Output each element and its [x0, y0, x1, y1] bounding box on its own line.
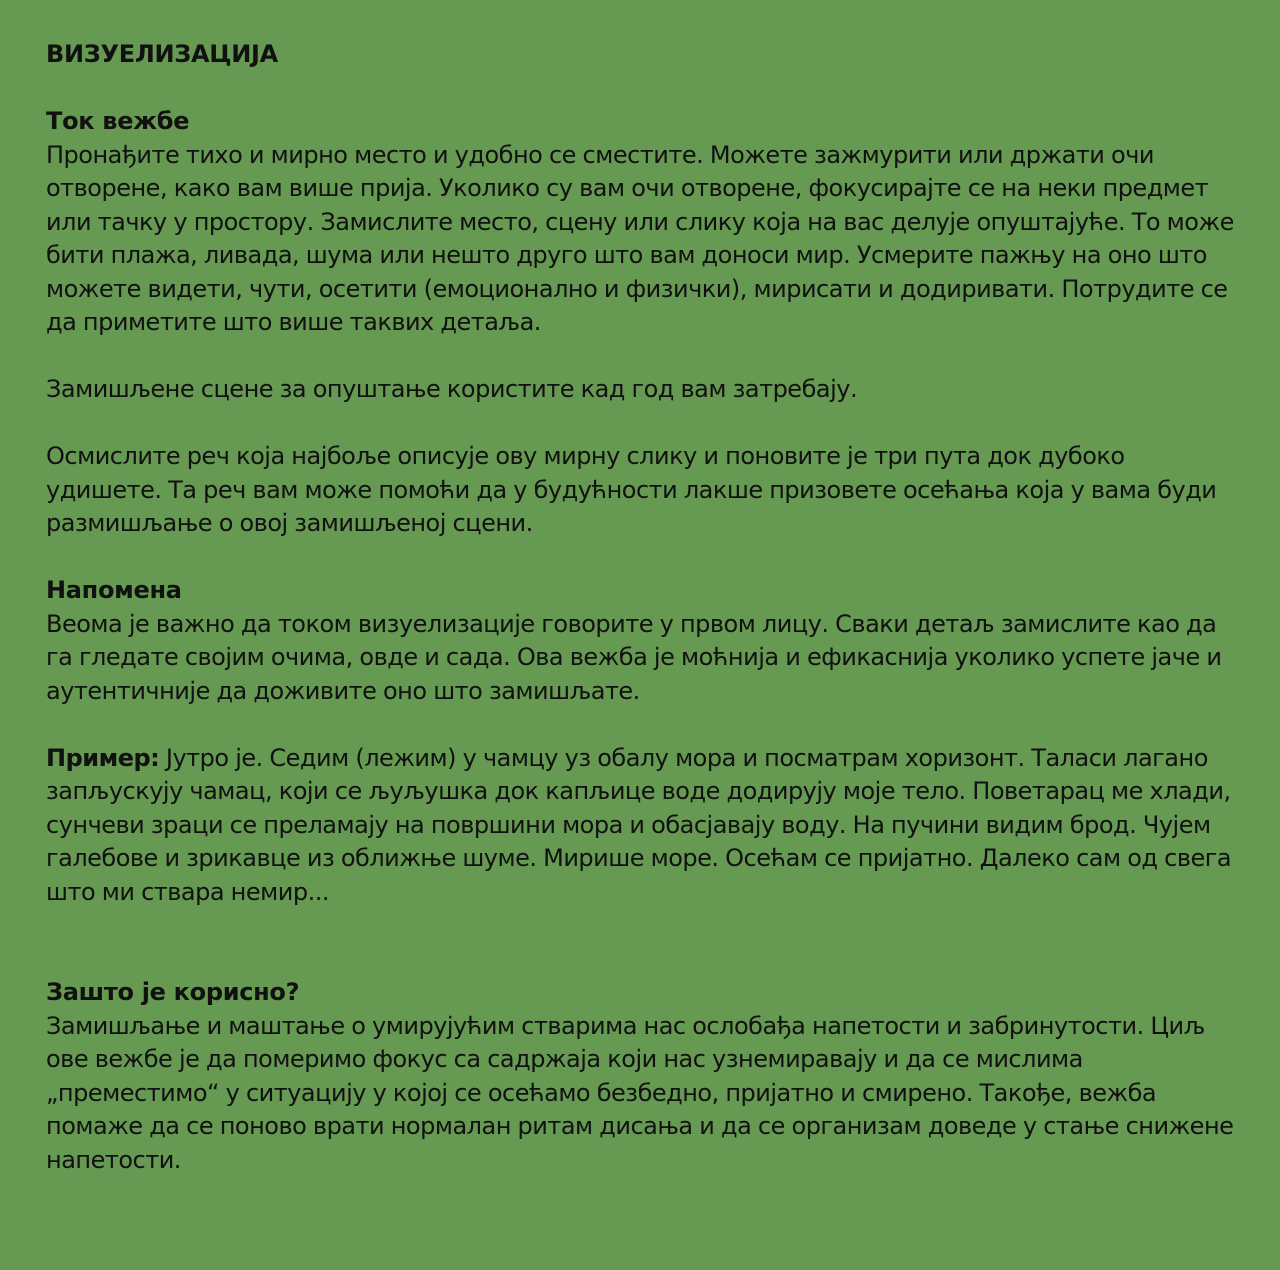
spacer	[46, 340, 1240, 374]
spacer	[46, 541, 1240, 575]
spacer	[46, 708, 1240, 742]
paragraph-primer	[46, 742, 1240, 910]
paragraph-osmislite-rec: Осмислите реч која најбоље описује ову мирну слику и поновите је три пута док дубоко удишете. Та реч вам може помоћи да у будућности лакше призовете осећања која у вама буди размишљање о овој замишљеној сцени.	[46, 442, 1217, 537]
spacer	[46, 72, 1240, 106]
primer-label: Пример:	[46, 743, 160, 772]
paragraph-napomena: Веома је важно да током визуелизације говорите у првом лицу. Сваки детаљ замислите као да га гледате својим очима, овде и сада. Ова вежба је моћнија и ефикаснија уколико успете јаче и аутентичније да доживите оно што замишљате.	[46, 609, 1222, 705]
section-heading-zasto-je-korisno: Зашто је корисно?	[46, 978, 300, 1006]
document-title: ВИЗУЕЛИЗАЦИЈА	[46, 40, 278, 68]
paragraph-zamisljene-scene: Замишљене сцене за опуштање користите кад год вам затребају.	[46, 375, 858, 403]
section-heading-napomena: Напомена	[46, 576, 182, 604]
spacer	[46, 407, 1240, 441]
paragraph-tok-vezbe: Пронађите тихо и мирно место и удобно се сместите. Можете зажмурити или држати очи отворене, како вам више прија. Уколико су вам очи отворене, фокусирајте се на неки предмет или тачку у простору. Замислите место, сцену или слику која на вас делује опуштајуће. То може бити плажа, ливада, шума или нешто друго што вам доноси мир. Усмерите пажњу на оно што можете видети, чути, осетити (емоционално и физички), мирисати и додиривати. Потрудите се да приметите што више таквих детаља.	[46, 140, 1234, 336]
spacer	[46, 909, 1240, 976]
primer-text: Јутро је. Седим (лежим) у чамцу уз обалу мора и посматрам хоризонт. Таласи лагано запљускују чамац, који се љуљушка док капљице воде додирују моје тело. Поветарац ме хлади, сунчеви зраци се преламају на површини мора и обасјавају воду. На пучини видим брод. Чујем галебове и зрикавце из оближње шуме. Мирише море. Осећам се пријатно. Далеко сам од свега што ми ствара немир...	[46, 743, 1232, 906]
paragraph-zasto-je-korisno: Замишљање и маштање о умирујућим стварима нас ослобађа напетости и забринутости. Циљ ове вежбе је да померимо фокус са садржаја који нас узнемиравају и да се мислима „преместимо“ у ситуацију у којој се осећамо безбедно, пријатно и смирено. Такође, вежба помаже да се поново врати нормалан ритам дисања и да се организам доведе у стање снижене напетости.	[46, 1011, 1234, 1174]
section-heading-tok-vezbe: Ток вежбе	[46, 107, 190, 135]
